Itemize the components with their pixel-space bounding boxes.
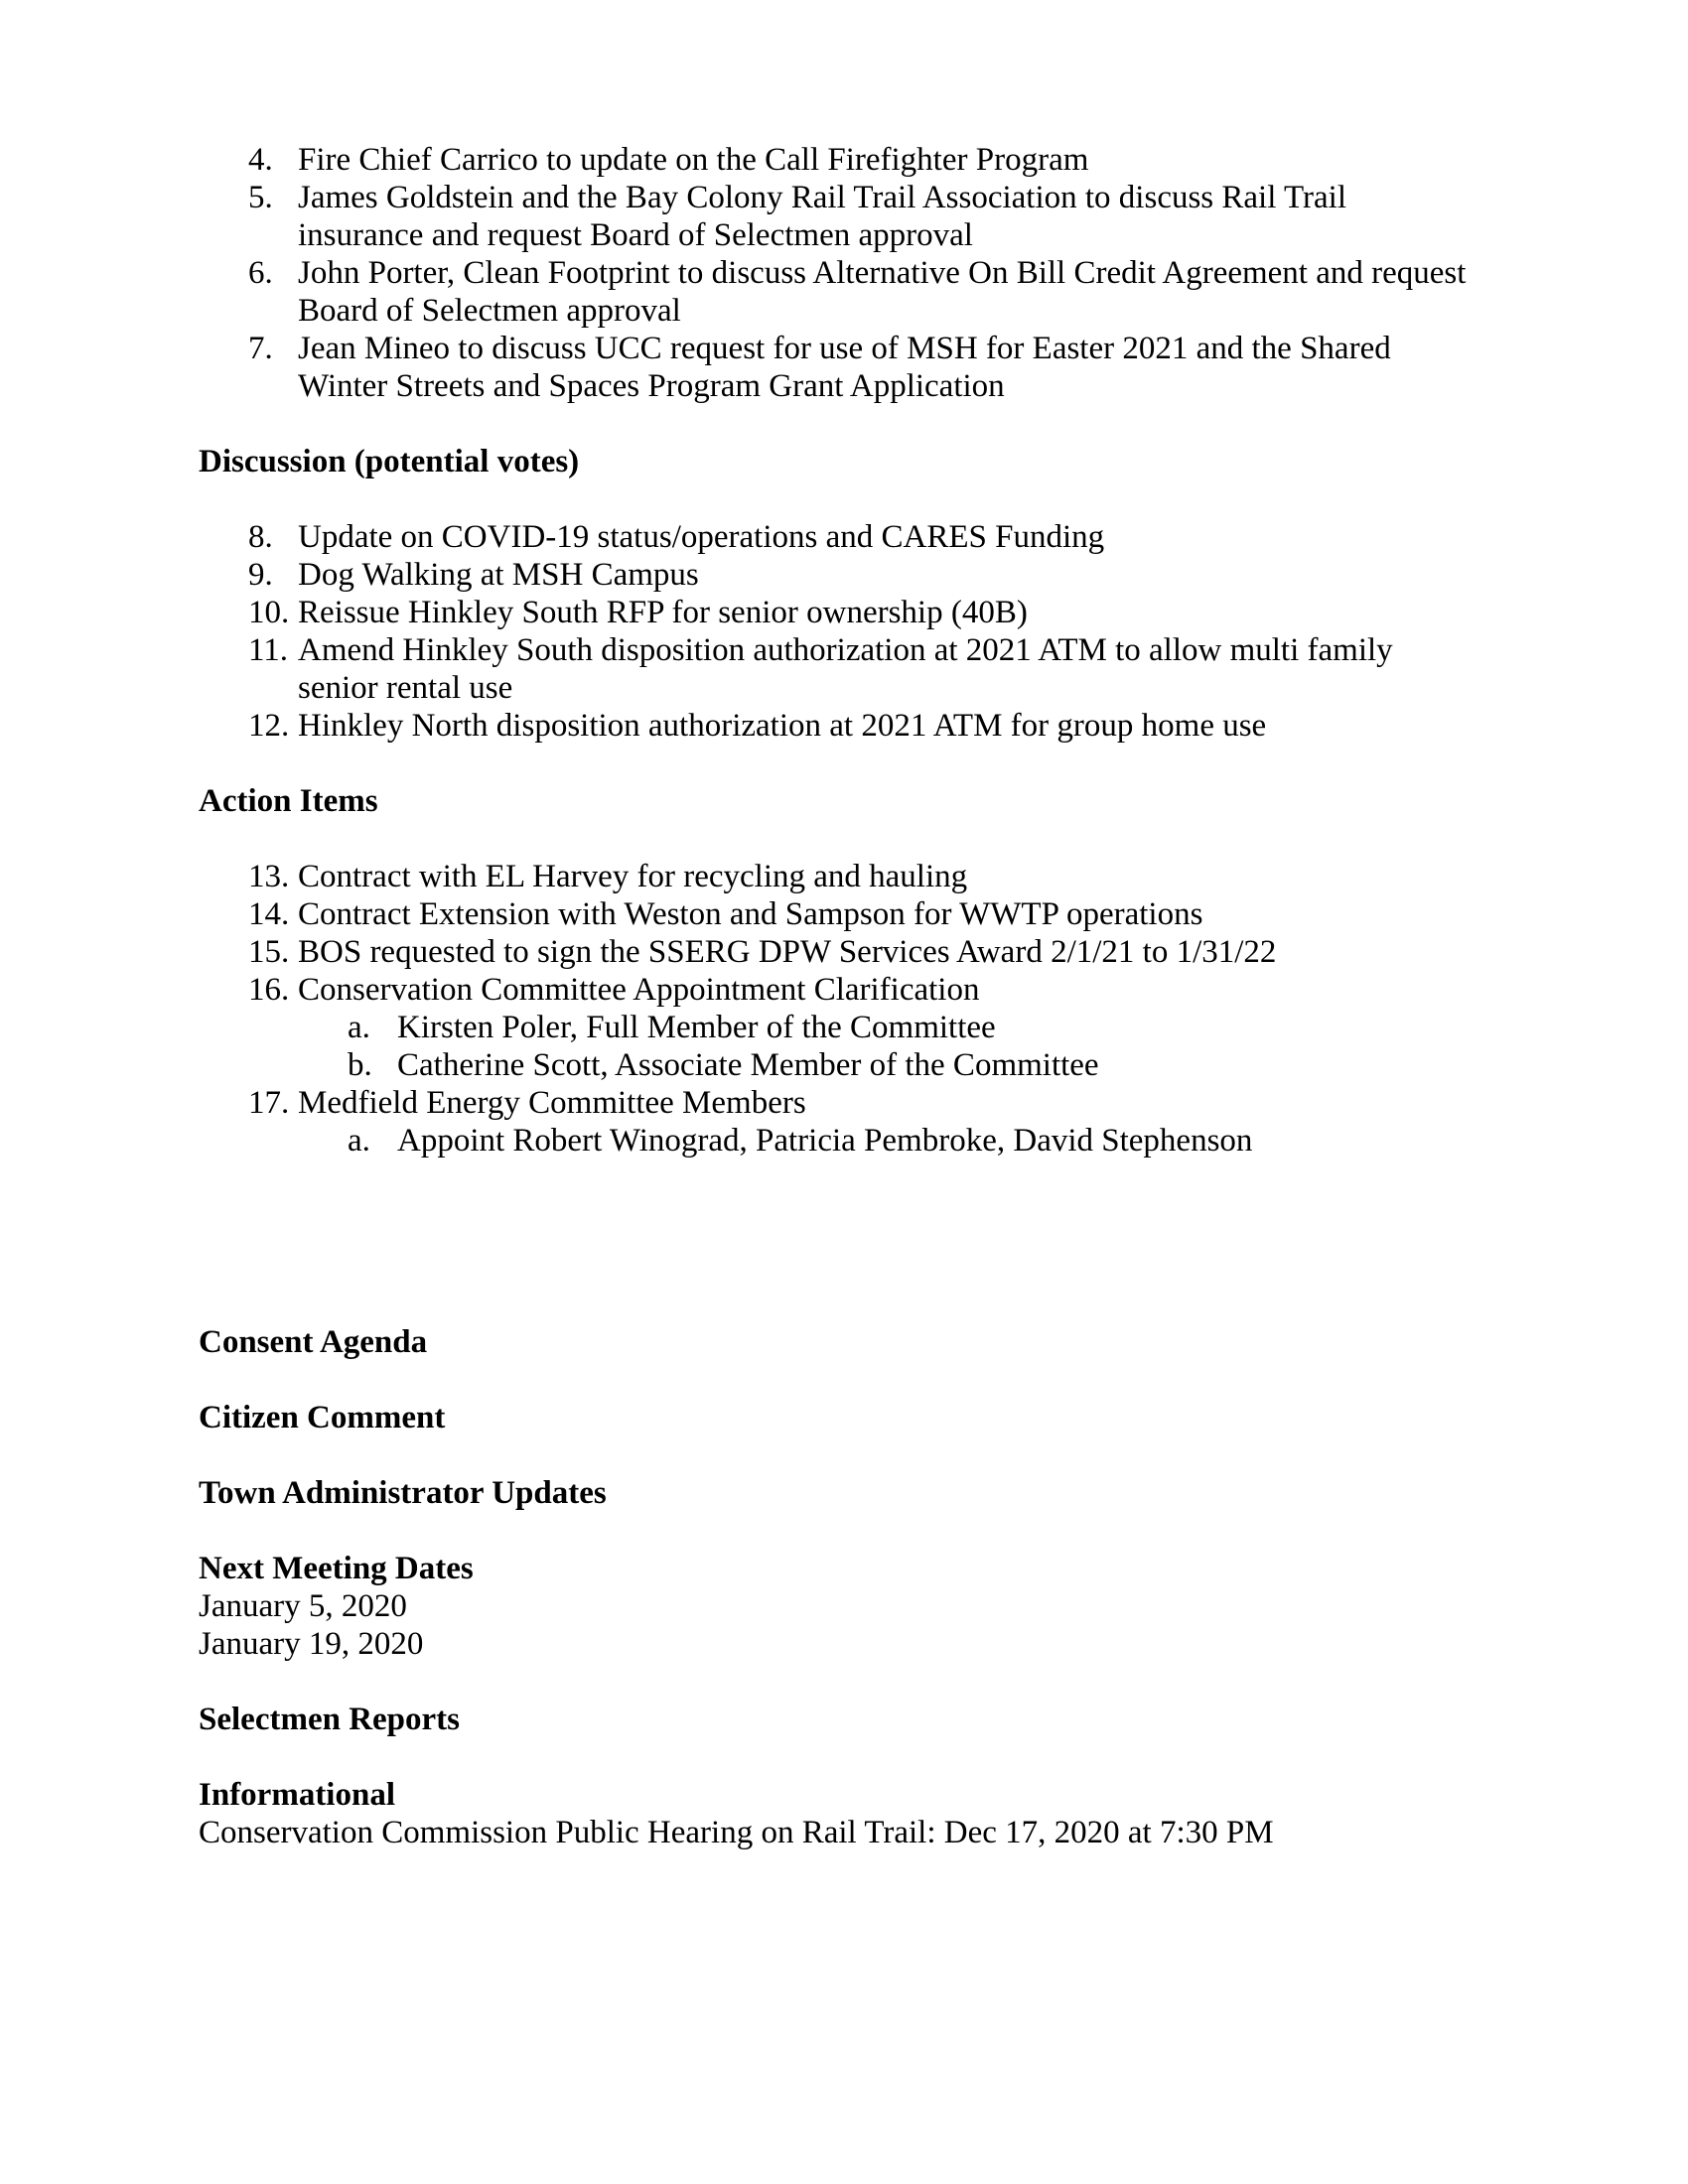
heading-selectmen-reports: Selectmen Reports xyxy=(199,1702,461,1737)
item-marker: 6. xyxy=(248,255,273,291)
agenda-item xyxy=(248,330,1688,405)
item-marker: 9. xyxy=(248,557,273,593)
heading-action-items: Action Items xyxy=(199,783,378,819)
heading-town-administrator-updates: Town Administrator Updates xyxy=(199,1475,607,1511)
item-text: Dog Walking at MSH Campus xyxy=(298,557,699,593)
item-text: Jean Mineo to discuss UCC request for use of MSH for Easter 2021 and the Shared Winter Streets and Spaces Program Grant Application xyxy=(298,331,1391,404)
agenda-item xyxy=(248,895,1688,933)
item-marker: 15. xyxy=(248,934,290,970)
item-text: Appoint Robert Winograd, Patricia Pembroke, David Stephenson xyxy=(397,1123,1253,1159)
item-text: Fire Chief Carrico to update on the Call Firefighter Program xyxy=(298,142,1089,178)
item-marker: 11. xyxy=(248,632,289,668)
agenda-item xyxy=(248,631,1688,707)
agenda-item xyxy=(248,518,1688,556)
item-text: John Porter, Clean Footprint to discuss Alternative On Bill Credit Agreement and request Board of Selectmen approval xyxy=(298,255,1467,329)
item-marker: 10. xyxy=(248,595,290,630)
item-text: BOS requested to sign the SSERG DPW Services Award 2/1/21 to 1/31/22 xyxy=(298,934,1277,970)
agenda-item xyxy=(248,1084,1688,1122)
item-marker: a. xyxy=(348,1123,370,1159)
agenda-item xyxy=(248,594,1688,631)
item-text: James Goldstein and the Bay Colony Rail Trail Association to discuss Rail Trail insurance and request Board of Selectmen approval xyxy=(298,180,1347,253)
agenda-subitem xyxy=(348,1122,1688,1160)
meeting-date: January 19, 2020 xyxy=(199,1626,424,1662)
item-text: Amend Hinkley South disposition authorization at 2021 ATM to allow multi family senior rental use xyxy=(298,632,1393,706)
item-marker: 7. xyxy=(248,331,273,366)
heading-informational: Informational xyxy=(199,1777,395,1813)
agenda-item xyxy=(248,971,1688,1009)
agenda-item xyxy=(248,707,1688,745)
meeting-date: January 5, 2020 xyxy=(199,1588,407,1624)
heading-next-meeting-dates: Next Meeting Dates xyxy=(199,1551,474,1586)
action-items-list xyxy=(0,858,1688,1160)
agenda-item xyxy=(248,933,1688,971)
discussion-list xyxy=(0,518,1688,745)
item-text: Contract Extension with Weston and Sampson for WWTP operations xyxy=(298,896,1203,932)
item-text: Hinkley North disposition authorization at 2021 ATM for group home use xyxy=(298,708,1267,744)
next-meeting-dates xyxy=(0,1587,1688,1663)
item-marker: 13. xyxy=(248,859,290,894)
item-marker: 12. xyxy=(248,708,290,744)
item-text: Reissue Hinkley South RFP for senior ownership (40B) xyxy=(298,595,1028,630)
item-marker: b. xyxy=(348,1047,372,1083)
item-marker: 8. xyxy=(248,519,273,555)
informational-notes xyxy=(0,1814,1688,1851)
item-marker: a. xyxy=(348,1010,370,1045)
agenda-item xyxy=(248,179,1688,254)
agenda-subitem xyxy=(348,1046,1688,1084)
item-text: Kirsten Poler, Full Member of the Committee xyxy=(397,1010,996,1045)
presentations-list xyxy=(0,141,1688,405)
item-marker: 14. xyxy=(248,896,290,932)
item-marker: 17. xyxy=(248,1085,290,1121)
agenda-item xyxy=(248,141,1688,179)
item-text: Update on COVID-19 status/operations and CARES Funding xyxy=(298,519,1105,555)
agenda-item xyxy=(248,556,1688,594)
agenda-item xyxy=(248,254,1688,330)
heading-discussion: Discussion (potential votes) xyxy=(199,444,580,479)
heading-consent-agenda: Consent Agenda xyxy=(199,1324,428,1360)
heading-citizen-comment: Citizen Comment xyxy=(199,1400,446,1435)
item-text: Contract with EL Harvey for recycling and hauling xyxy=(298,859,968,894)
informational-note: Conservation Commission Public Hearing on Rail Trail: Dec 17, 2020 at 7:30 PM xyxy=(199,1815,1274,1850)
item-marker: 16. xyxy=(248,972,290,1008)
item-text: Catherine Scott, Associate Member of the Committee xyxy=(397,1047,1099,1083)
agenda-item xyxy=(248,858,1688,895)
agenda-subitem xyxy=(348,1009,1688,1046)
item-marker: 5. xyxy=(248,180,273,215)
item-marker: 4. xyxy=(248,142,273,178)
item-text: Conservation Committee Appointment Clarification xyxy=(298,972,980,1008)
item-text: Medfield Energy Committee Members xyxy=(298,1085,806,1121)
